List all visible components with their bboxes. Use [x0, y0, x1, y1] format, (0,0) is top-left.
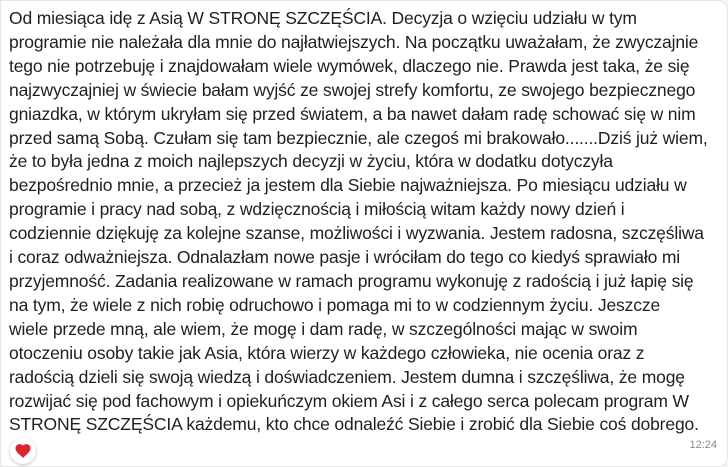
red-heart-icon — [14, 442, 32, 460]
message-line: programie i pracy nad sobą, z wdzięcznością i miłością witam każdy nowy dzień i — [9, 199, 625, 220]
message-line: rozwijać się pod fachowym i opiekuńczym okiem Asi i z całego serca polecam program W — [9, 390, 689, 411]
message-line: najzwyczajniej w świecie bałam wyjść ze swojej strefy komfortu, ze swojego bezpiecznego — [9, 79, 696, 100]
message-line: i coraz odważniejsza. Odnalazłam nowe pasje i wróciłam do tego co kiedyś sprawiało mi — [9, 247, 681, 268]
message-line: że to była jedna z moich najlepszych decyzji w życiu, która w dodatku dotyczyła — [9, 151, 613, 172]
message-line: przed samą Sobą. Czułam się tam bezpiecznie, ale czegoś mi brakowało.......Dziś już wiem, — [9, 127, 708, 148]
message-line: gniazdka, w którym ukryłam się przed światem, a ba nawet dałam radę schować się w nim — [9, 103, 696, 124]
reaction-badge[interactable] — [10, 438, 36, 464]
message-line: radością dzieli się swoją wiedzą i doświadczeniem. Jestem dumna i szczęśliwa, że mogę — [9, 366, 685, 387]
message-text — [9, 7, 725, 437]
message-line: otoczeniu osoby takie jak Asia, która wierzy w każdego człowieka, nie ocenia oraz z — [9, 342, 645, 363]
message-line: na tym, że wiele z nich robię odruchowo i pomaga mi to w codziennym życiu. Jeszcze — [9, 294, 661, 315]
message-line: wiele przede mną, ale wiem, że mogę i dam radę, w szczególności mając w swoim — [9, 318, 638, 339]
message-timestamp: 12:24 — [689, 439, 717, 451]
message-line: codziennie dziękuję za kolejne szanse, możliwości i wyzwania. Jestem radosna, szczęśliwa — [9, 223, 704, 244]
message-line: przyjemność. Zadania realizowane w ramach programu wykonuję z radością i już łapię się — [9, 270, 694, 291]
message-line: programie nie należała dla mnie do najłatwiejszych. Na początku uważałam, że zwyczajnie — [9, 31, 699, 52]
message-line: bezpośrednio mnie, a przecież ja jestem dla Siebie najważniejsza. Po miesiącu udziału w — [9, 175, 687, 196]
message-line: STRONĘ SZCZĘŚCIA każdemu, kto chce odnaleźć Siebie i zrobić dla Siebie coś dobrego. — [9, 414, 699, 435]
message-line: Od miesiąca idę z Asią W STRONĘ SZCZĘŚCIA. Decyzja o wzięciu udziału w tym — [9, 8, 637, 28]
message-line: tego nie potrzebuję i znajdowałam wiele wymówek, dlaczego nie. Prawda jest taka, że się — [9, 55, 690, 76]
